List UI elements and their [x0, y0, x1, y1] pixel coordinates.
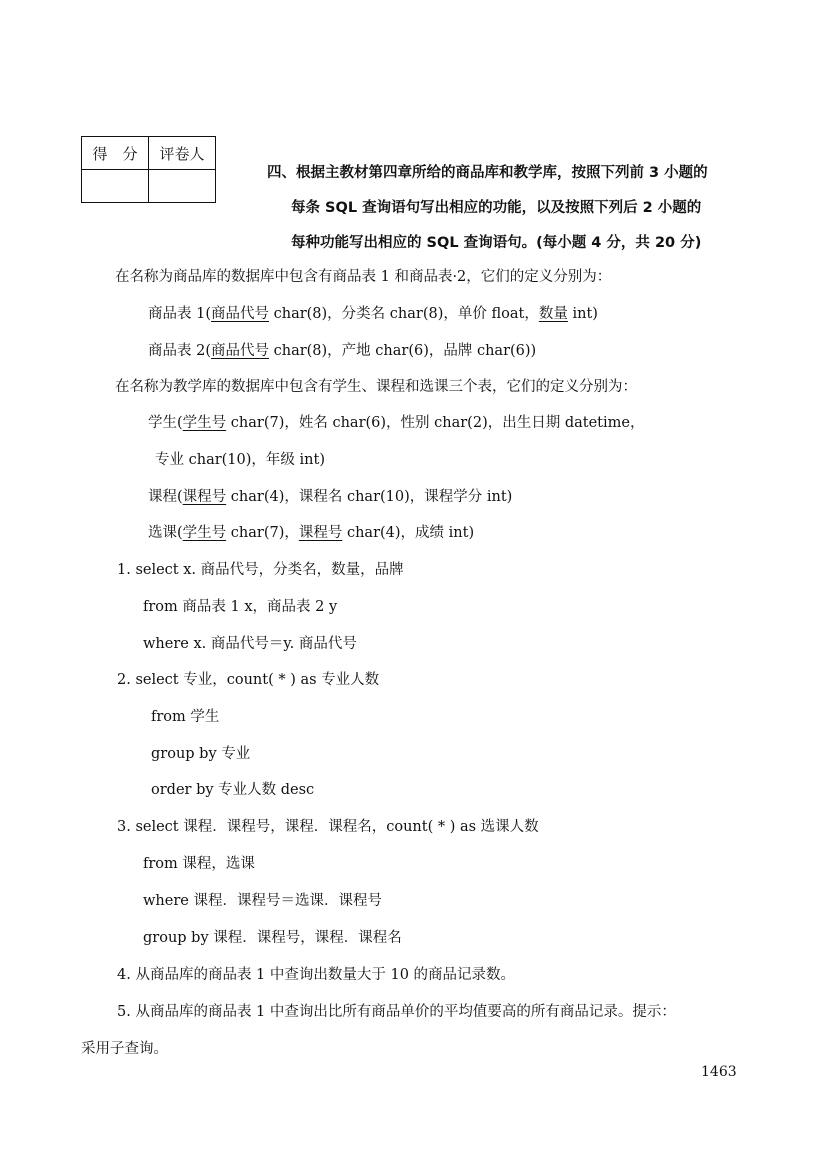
select-rest: char(4)，成绩 int) [342, 525, 475, 541]
question-3-line4: group by 课程．课程号，课程．课程名 [143, 930, 402, 946]
question-4: 4. 从商品库的商品表 1 中查询出数量大于 10 的商品记录数。 [117, 967, 516, 983]
reviewer-cell [149, 170, 216, 203]
score-box [81, 136, 216, 203]
table1-key: 商品代号 [211, 306, 269, 322]
page-number: 1463 [701, 1064, 737, 1080]
teach-db-intro: 在名称为教学库的数据库中包含有学生、课程和选课三个表，它们的定义分别为： [115, 379, 637, 395]
score-cell [82, 170, 149, 203]
table2-key: 商品代号 [211, 343, 269, 359]
question-1-line2: from 商品表 1 x，商品表 2 y [143, 599, 338, 615]
student-rest: char(7)，姓名 char(6)，性别 char(2)，出生日期 datetime， [226, 415, 645, 431]
student-definition [148, 413, 644, 433]
question-3-line3: where 课程．课程号＝选课．课程号 [143, 893, 382, 909]
question-5-line1: 5. 从商品库的商品表 1 中查询出比所有商品单价的平均值要高的所有商品记录。提示： [117, 1004, 676, 1020]
course-definition [148, 487, 512, 507]
select-key-course: 课程号 [298, 525, 343, 541]
question-2-line2: from 学生 [151, 709, 220, 725]
question-1-line3: where x. 商品代号＝y. 商品代号 [143, 636, 357, 652]
course-key: 课程号 [182, 489, 227, 505]
student-prefix: 学生( [148, 415, 183, 431]
table2-rest: char(8)，产地 char(6)，品牌 char(6)) [269, 343, 537, 359]
table1-qty: 数量 [538, 306, 568, 322]
question-5-line2: 采用子查询。 [81, 1041, 168, 1057]
course-prefix: 课程( [148, 489, 183, 505]
select-key-student: 学生号 [182, 525, 227, 541]
reviewer-label: 评卷人 [149, 137, 216, 170]
table1-rest: char(8)，分类名 char(8)，单价 float， [269, 306, 539, 322]
question-3-line1: 3. select 课程．课程号，课程．课程名，count( * ) as 选课人数 [117, 819, 539, 835]
select-mid: char(7)， [226, 525, 299, 541]
question-1-line1: 1. select x. 商品代号，分类名，数量，品牌 [117, 562, 404, 578]
question-3-line2: from 课程，选课 [143, 856, 255, 872]
table1-end: int) [567, 306, 598, 322]
question-2-line3: group by 专业 [151, 746, 251, 762]
student-key: 学生号 [182, 415, 227, 431]
score-label: 得 分 [82, 137, 149, 170]
course-rest: char(4)，课程名 char(10)，课程学分 int) [226, 489, 513, 505]
section-heading-line3: 每种功能写出相应的 SQL 查询语句。(每小题 4 分，共 20 分) [291, 235, 702, 251]
student-definition-cont: 专业 char(10)，年级 int) [155, 452, 325, 468]
section-heading-line2: 每条 SQL 查询语句写出相应的功能，以及按照下列后 2 小题的 [291, 200, 702, 216]
table1-prefix: 商品表 1( [148, 306, 211, 322]
select-definition [148, 523, 474, 543]
table1-definition [148, 304, 598, 324]
shop-db-intro: 在名称为商品库的数据库中包含有商品表 1 和商品表·2，它们的定义分别为： [115, 269, 612, 285]
table2-prefix: 商品表 2( [148, 343, 211, 359]
select-prefix: 选课( [148, 525, 183, 541]
table2-definition [148, 341, 536, 361]
question-2-line1: 2. select 专业，count( * ) as 专业人数 [117, 672, 380, 688]
question-2-line4: order by 专业人数 desc [151, 782, 315, 798]
section-heading-line1: 四、根据主教材第四章所给的商品库和教学库，按照下列前 3 小题的 [267, 165, 708, 181]
